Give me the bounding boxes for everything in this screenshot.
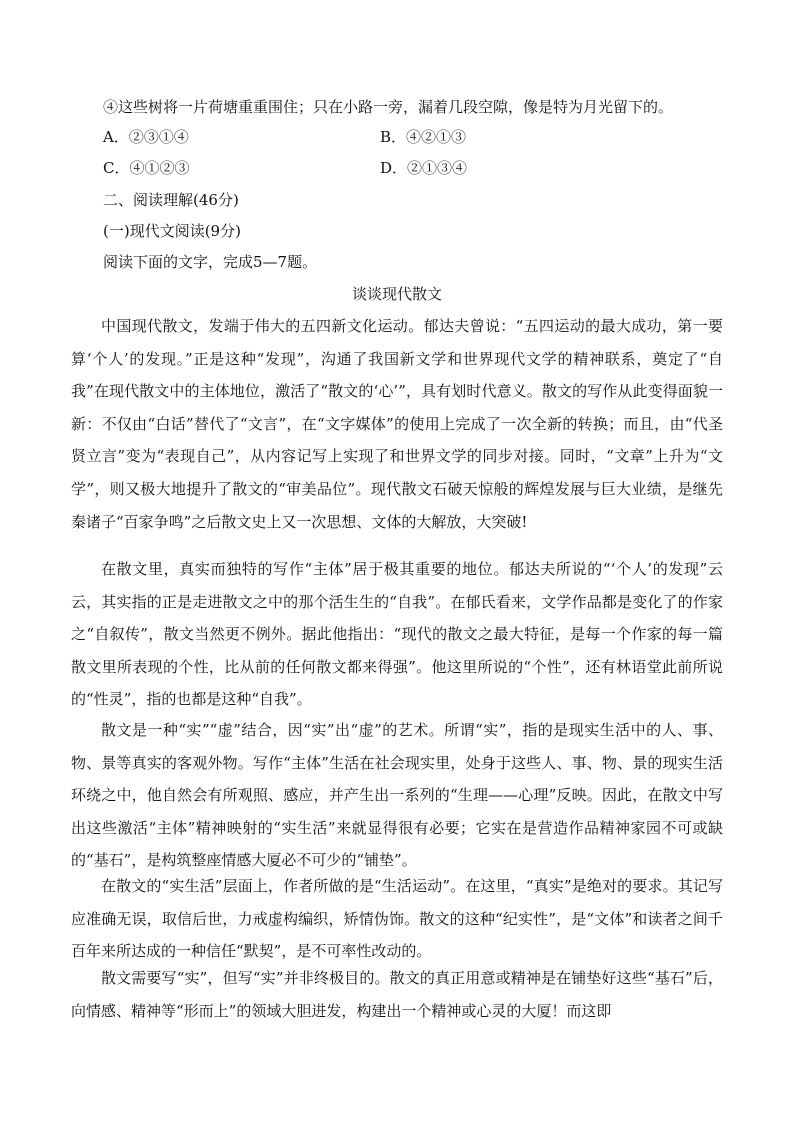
reading-instruction: 阅读下面的文字，完成5—7题。 [103, 253, 318, 271]
option-b: B．④②①③ [380, 128, 467, 146]
article-paragraph-1: 中国现代散文，发端于伟大的五四新文化运动。郁达夫曾说：“五四运动的最大成功，第一要算‘个人’的发现。”正是这种“发现”，沟通了我国新文学和世界现代文学的精神联系，奠定了“自我”在现代散文中的主体地位，激活了“散文的‘心’”，具有划时代意义。散文的写作从此变得面貌一新：不仅由“白话”替代了“文言”，在“文字媒体”的使用上完成了一次全新的转换；而且，由“代圣贤立言”变为“表现自己”，从内容记写上实现了和世界文学的同步对接。同时，“文章”上升为“文学”，则又极大地提升了散文的“审美品位”。现代散文石破天惊般的辉煌发展与巨大业绩，是继先秦诸子“百家争鸣”之后散文史上又一次思想、文体的大解放，大突破! [71, 317, 723, 531]
option-a: A．②③①④ [103, 128, 189, 146]
article-paragraph-2: 在散文里，真实而独特的写作“主体”居于极其重要的地位。郁达夫所说的“‘个人’的发现”云云，其实指的正是走进散文之中的那个活生生的“自我”。在郁氏看来，文学作品都是变化了的作家之“自叙传”，散文当然更不例外。据此他指出：“现代的散文之最大特征，是每一个作家的每一篇散文里所表现的个性，比从前的任何散文都来得强”。他这里所说的“个性”，还有林语堂此前所说的“性灵”，指的也都是这种“自我”。 [71, 560, 723, 709]
article-title: 谈谈现代散文 [351, 285, 442, 303]
subsection-title: (一)现代文阅读(9分) [103, 222, 241, 240]
question4-item: ④这些树将一片荷塘重重围住；只在小路一旁，漏着几段空隙，像是特为月光留下的。 [103, 98, 674, 116]
article-paragraph-4: 在散文的“实生活”层面上，作者所做的是“生活运动”。在这里，“真实”是绝对的要求。其记写应准确无误，取信后世，力戒虚构编织，矫情伪饰。散文的这种“纪实性”，是“文体”和读者之间千百年来所达成的一种信任“默契”，是不可率性改动的。 [71, 877, 723, 961]
option-d: D．②①③④ [380, 159, 468, 177]
article-paragraph-5: 散文需要写“实”，但写“实”并非终极目的。散文的真正用意或精神是在铺垫好这些“基石”后，向情感、精神等“形而上”的领域大胆进发，构建出一个精神或心灵的大厦！而这即 [71, 969, 723, 1020]
option-c: C．④①②③ [103, 159, 190, 177]
section-title: 二、阅读理解(46分) [103, 191, 239, 209]
article-paragraph-3: 散文是一种“实”“虚”结合，因“实”出“虚”的艺术。所谓“实”，指的是现实生活中的人、事、物、景等真实的客观外物。写作“主体”生活在社会现实里，处身于这些人、事、物、景的现实生活环绕之中，他自然会有所观照、感应，并产生出一系列的“生理——心理”反映。因此，在散文中写出这些激活“主体”精神映射的“实生活”来就显得很有必要；它实在是营造作品精神家园不可或缺的“基石”，是构筑整座情感大厦必不可少的“铺垫”。 [71, 721, 723, 870]
